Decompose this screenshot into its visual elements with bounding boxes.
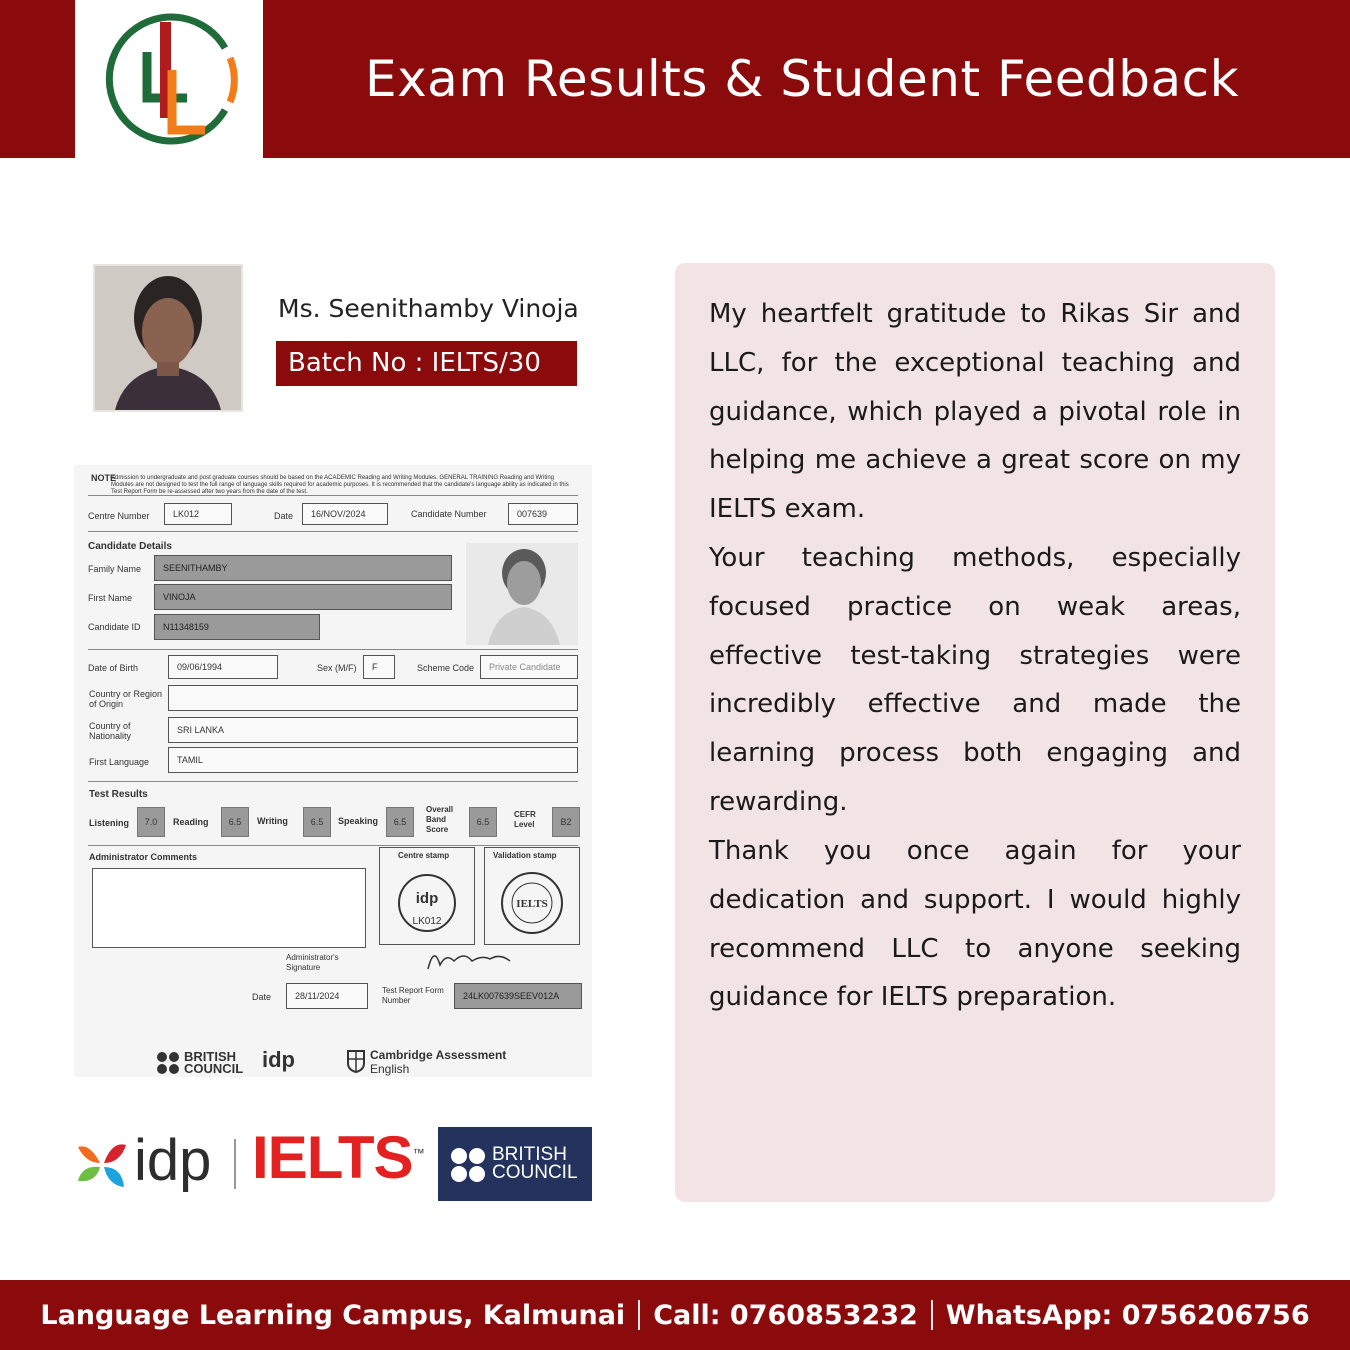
date-label: Date [274,511,294,521]
signature-icon [424,943,514,973]
nationality-label-2: Nationality [89,731,132,741]
admin-comments-label: Administrator Comments [89,852,198,862]
validation-stamp-icon [499,870,565,936]
nationality-label-1: Country of [89,721,131,731]
llc-logo-icon [75,0,263,158]
overall-label-3: Score [426,825,449,834]
centre-stamp-icon [396,872,458,934]
footer-whatsapp: WhatsApp: 0756206756 [945,1299,1310,1331]
reading-score: 6.5 [221,807,249,837]
date-field: 16/NOV/2024 [302,503,388,525]
listening-score: 7.0 [137,807,165,837]
trf-note-text: Admission to undergraduate and post graduate courses should be based on the ACADEMIC Reading and Writing Modules. GENERAL TRAINING Reading and Writing Modules are not designed to test the full range of language skills required for academic purposes. It is recommended that the candidate's language ability as indicated in this Test Report Form be re-assessed after two years from the date of the test. [111,475,569,495]
admin-signature-label-2: Signature [286,963,321,972]
ielts-tm: ™ [412,1146,424,1160]
family-name-label: Family Name [88,564,142,574]
first-name-label: First Name [88,593,133,603]
candidate-id-field: N11348159 [154,614,320,640]
sex-field: F [363,655,395,679]
ielts-logo-text: IELTS [252,1124,413,1191]
feedback-paragraph-3: Thank you once again for your dedication and support. I would highly recommend LLC to anyone seeking guidance for IELTS preparation. [709,836,1241,1013]
footer-separator [931,1300,933,1330]
trf-footer-idp: idp [262,1047,295,1072]
test-results-heading: Test Results [89,789,148,800]
partner-logos [74,1125,594,1203]
first-name-field: VINOJA [154,584,452,610]
trf-number-field: 24LK007639SEEV012A [454,983,582,1009]
footer-bar [0,1280,1350,1350]
logo-divider [234,1139,236,1189]
overall-label-2: Band [426,815,446,824]
family-name-field: SEENITHAMBY [154,555,452,581]
trf-note-label: NOTE [91,473,117,483]
cefr-label-2: Level [514,820,535,829]
dob-label: Date of Birth [88,663,139,673]
speaking-label: Speaking [338,816,379,826]
admin-comments-field [92,868,366,948]
idp-logo-text: idp [134,1128,212,1193]
feedback-paragraph-1: My heartfelt gratitude to Rikas Sir and LLC, for the exceptional teaching and guidance, which played a pivotal role in helping me achieve a great score on my IELTS exam. [709,299,1241,525]
idp-logo-icon [74,1137,130,1193]
speaking-score: 6.5 [386,807,414,837]
candidate-number-field: 007639 [508,503,578,525]
country-origin-field [168,685,578,711]
svg-text:IELTS: IELTS [516,898,548,910]
nationality-field: SRI LANKA [168,717,578,743]
report-date-field: 28/11/2024 [286,983,368,1009]
overall-score: 6.5 [469,807,497,837]
page-title: Exam Results & Student Feedback [365,50,1240,108]
british-council-logo [438,1127,592,1201]
british-council-text-1: BRITISH [492,1144,567,1165]
candidate-number-label: Candidate Number [411,509,487,519]
reading-label: Reading [173,817,209,827]
test-report-form [74,465,592,1077]
candidate-details-heading: Candidate Details [88,541,172,552]
candidate-id-label: Candidate ID [88,622,141,632]
trf-number-label-2: Number [382,996,411,1005]
ielts-logo [252,1123,424,1192]
country-origin-label-2: of Origin [89,699,124,709]
feedback-paragraph-2: Your teaching methods, especially focused practice on weak areas, effective test-taking strategies were incredibly effective and made the learning process both engaging and rewarding. [709,543,1241,817]
writing-score: 6.5 [303,807,331,837]
divider [88,845,578,846]
candidate-photo [466,543,578,645]
british-council-dots-icon [450,1147,486,1183]
footer-separator [638,1300,640,1330]
first-language-field: TAMIL [168,747,578,773]
centre-stamp-label: Centre stamp [398,851,450,860]
divider [88,649,578,650]
listening-label: Listening [89,818,129,828]
trf-footer-cambridge-1: Cambridge Assessment [370,1048,507,1062]
cefr-label-1: CEFR [514,810,536,819]
sex-label: Sex (M/F) [317,663,357,673]
british-council-mini-icon [156,1051,182,1075]
trf-number-label-1: Test Report Form [382,986,444,995]
divider [88,531,578,532]
svg-text:LK012: LK012 [412,916,442,927]
country-origin-label-1: Country or Region [89,689,163,699]
centre-stamp-box [379,847,475,945]
validation-stamp-box [484,847,580,945]
overall-label-1: Overall [426,805,454,814]
scheme-code-label: Scheme Code [417,663,475,673]
trf-footer-cambridge-2: English [370,1062,410,1076]
report-date-label: Date [252,992,272,1002]
centre-number-label: Centre Number [88,511,150,521]
header-bar [0,0,1350,158]
dob-field: 09/06/1994 [168,655,278,679]
footer-campus: Language Learning Campus, Kalmunai [40,1299,626,1331]
centre-number-field: LK012 [164,503,232,525]
scheme-code-field: Private Candidate [480,655,578,679]
svg-text:idp: idp [415,890,439,907]
british-council-text-2: COUNCIL [492,1162,578,1183]
divider [88,495,578,496]
validation-stamp-label: Validation stamp [493,851,557,860]
cambridge-shield-icon [346,1049,366,1073]
student-name: Ms. Seenithamby Vinoja [278,294,579,323]
footer-call: Call: 0760853232 [653,1299,918,1331]
cefr-level: B2 [552,807,580,837]
first-language-label: First Language [89,757,150,767]
llc-logo [75,0,263,158]
batch-badge: Batch No : IELTS/30 [276,341,577,386]
divider [88,781,578,782]
admin-signature-label-1: Administrator's [286,953,339,962]
trf-footer-bc: BRITISH COUNCIL [184,1049,244,1076]
student-photo [93,264,243,412]
writing-label: Writing [257,816,288,826]
british-council-text [492,1146,578,1182]
feedback-panel [675,263,1275,1202]
